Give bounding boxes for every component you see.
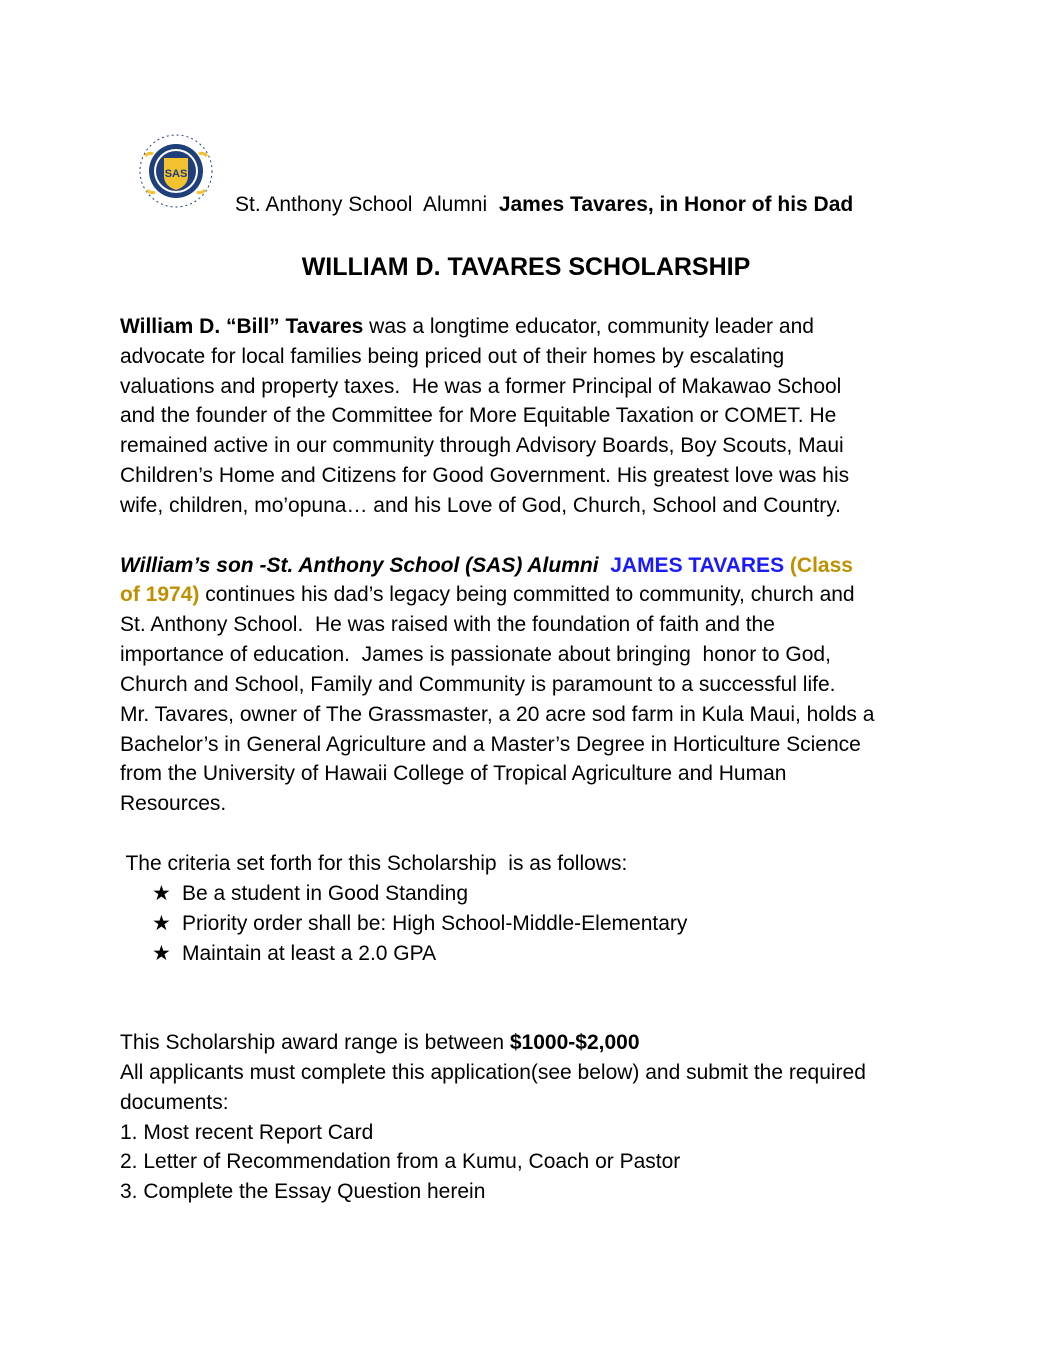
bio-line bbox=[120, 315, 814, 339]
son-line: St. Anthony School. He was raised with the foundation of faith and the bbox=[120, 613, 775, 636]
star-bullet-icon: ★ bbox=[152, 942, 171, 965]
award-range-value: $1000-$2,000 bbox=[509, 1031, 640, 1054]
award-range-label: This Scholarship award range is between bbox=[120, 1031, 510, 1054]
son-line bbox=[120, 583, 855, 607]
document-item: 1. Most recent Report Card bbox=[120, 1121, 374, 1144]
son-class: (Class bbox=[784, 554, 853, 577]
criteria-item bbox=[152, 912, 687, 936]
son-line: Church and School, Family and Community is paramount to a successful life. bbox=[120, 673, 836, 696]
son-line: importance of education. James is passionate about bringing honor to God, bbox=[120, 643, 831, 666]
son-class-year: of 1974) bbox=[120, 583, 200, 606]
son-text: continues his dad’s legacy being committed to community, church and bbox=[199, 583, 855, 606]
page-title: WILLIAM D. TAVARES SCHOLARSHIP bbox=[301, 253, 751, 281]
school-logo bbox=[133, 128, 219, 214]
son-name: JAMES TAVARES bbox=[610, 554, 785, 577]
criteria-item bbox=[152, 942, 436, 966]
criteria-text: Maintain at least a 2.0 GPA bbox=[182, 942, 437, 965]
bio-line: and the founder of the Committee for More Equitable Taxation or COMET. He bbox=[120, 404, 837, 427]
criteria-text: Priority order shall be: High School-Middle-Elementary bbox=[182, 912, 688, 935]
criteria-item bbox=[152, 882, 468, 906]
bio-line: remained active in our community through Advisory Boards, Boy Scouts, Maui bbox=[120, 434, 844, 457]
son-line: Resources. bbox=[120, 792, 227, 815]
header-honoree: James Tavares, in Honor of his Dad bbox=[498, 193, 854, 216]
son-line: Mr. Tavares, owner of The Grassmaster, a 20 acre sod farm in Kula Maui, holds a bbox=[120, 703, 875, 726]
son-line: Bachelor’s in General Agriculture and a Master’s Degree in Horticulture Science bbox=[120, 733, 861, 756]
bio-text: was a longtime educator, community leader and bbox=[363, 315, 814, 338]
svg-text:SAS: SAS bbox=[164, 168, 188, 180]
bio-line: Children’s Home and Citizens for Good Government. His greatest love was his bbox=[120, 464, 850, 487]
star-bullet-icon: ★ bbox=[152, 912, 171, 935]
award-line: All applicants must complete this application(see below) and submit the required bbox=[120, 1061, 866, 1084]
document-item: 3. Complete the Essay Question herein bbox=[120, 1180, 486, 1203]
bio-line: valuations and property taxes. He was a former Principal of Makawao School bbox=[120, 375, 842, 398]
document-item: 2. Letter of Recommendation from a Kumu, Coach or Pastor bbox=[120, 1150, 681, 1173]
header-line bbox=[235, 193, 853, 217]
bio-line: wife, children, mo’opuna… and his Love of God, Church, School and Country. bbox=[120, 494, 842, 517]
star-bullet-icon: ★ bbox=[152, 882, 171, 905]
son-intro: William’s son -St. Anthony School (SAS) Alumni bbox=[120, 554, 611, 577]
son-line bbox=[120, 554, 853, 578]
criteria-text: Be a student in Good Standing bbox=[182, 882, 469, 905]
criteria-intro: The criteria set forth for this Scholarship is as follows: bbox=[120, 852, 628, 875]
award-range bbox=[120, 1031, 640, 1055]
bio-name: William D. “Bill” Tavares bbox=[120, 315, 364, 338]
son-line: from the University of Hawaii College of Tropical Agriculture and Human bbox=[120, 762, 787, 785]
bio-line: advocate for local families being priced out of their homes by escalating bbox=[120, 345, 785, 368]
award-line: documents: bbox=[120, 1091, 229, 1114]
header-school: St. Anthony School Alumni bbox=[235, 193, 499, 216]
